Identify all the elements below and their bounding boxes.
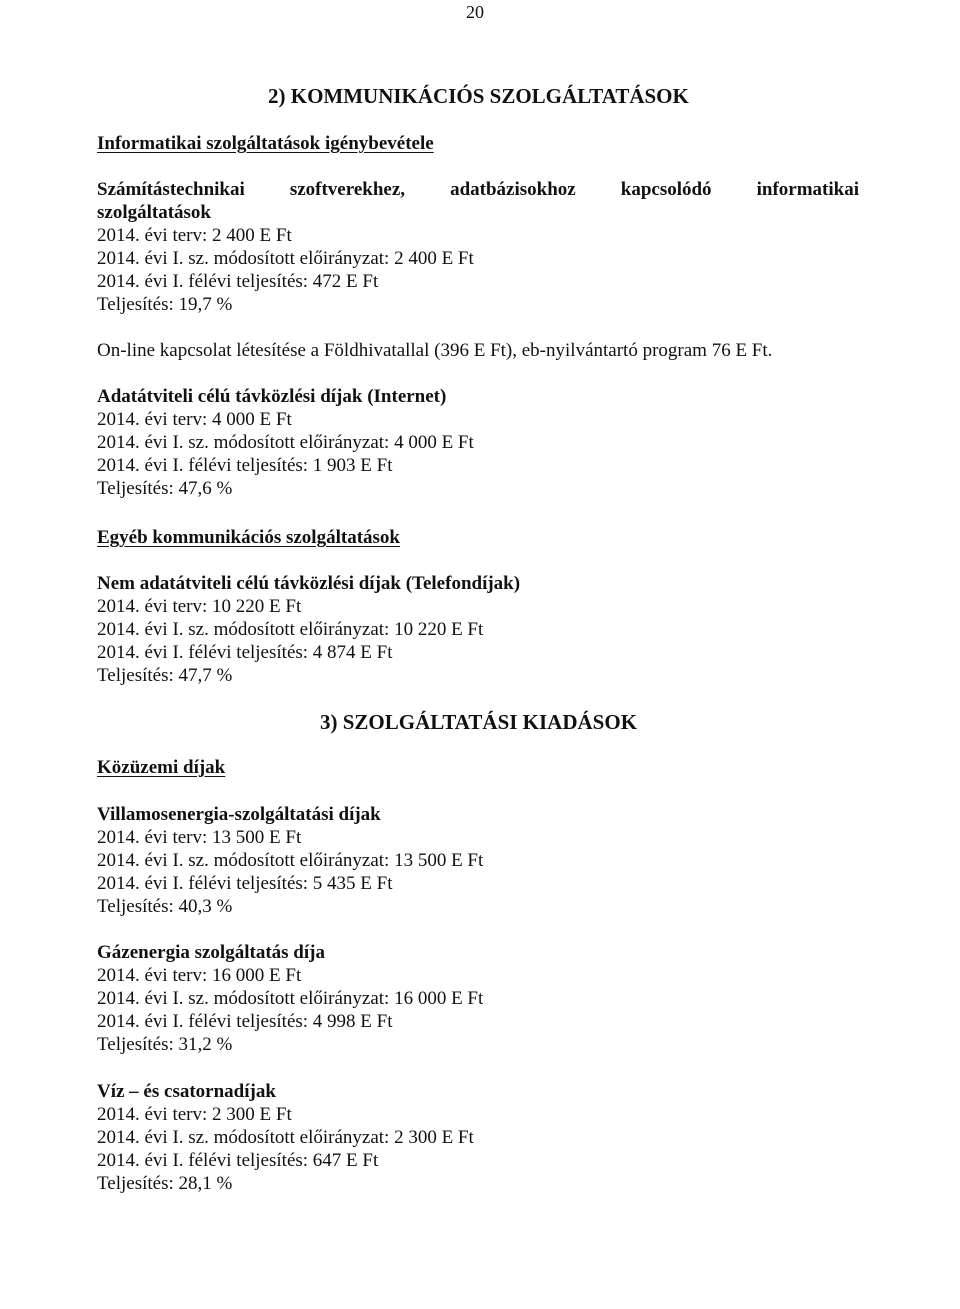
modositott-line: 2014. évi I. sz. módosított előirányzat: 2 400 E Ft [97, 248, 474, 269]
modositott-line: 2014. évi I. sz. módosított előirányzat: 4 000 E Ft [97, 432, 474, 453]
page-number: 20 [466, 2, 484, 22]
terv-line: 2014. évi terv: 2 400 E Ft [97, 225, 292, 246]
szazalek-line: Teljesítés: 40,3 % [97, 896, 233, 917]
subheading-egyeb: Egyéb kommunikációs szolgáltatások [97, 527, 400, 548]
modositott-line: 2014. évi I. sz. módosított előirányzat: 16 000 E Ft [97, 988, 484, 1009]
title-word: Számítástechnikai [97, 179, 245, 200]
teljesites-line: 2014. évi I. félévi teljesítés: 5 435 E Ft [97, 873, 393, 894]
terv-line: 2014. évi terv: 13 500 E Ft [97, 827, 302, 848]
teljesites-line: 2014. évi I. félévi teljesítés: 647 E Ft [97, 1150, 379, 1171]
section-3-title: 3) SZOLGÁLTATÁSI KIADÁSOK [320, 710, 638, 734]
note-line: On-line kapcsolat létesítése a Földhivatallal (396 E Ft), eb-nyilvántartó program 76 E Ft. [97, 340, 773, 361]
item-internet-title: Adatátviteli célú távközlési díjak (Internet) [97, 386, 447, 407]
title-word: kapcsolódó [620, 179, 712, 200]
teljesites-line: 2014. évi I. félévi teljesítés: 472 E Ft [97, 271, 379, 292]
szazalek-line: Teljesítés: 31,2 % [97, 1034, 233, 1055]
teljesites-line: 2014. évi I. félévi teljesítés: 4 998 E Ft [97, 1011, 393, 1032]
szazalek-line: Teljesítés: 47,6 % [97, 478, 233, 499]
item-viz-title: Víz – és csatornadíjak [97, 1081, 276, 1102]
item-gaz-title: Gázenergia szolgáltatás díja [97, 942, 325, 963]
terv-line: 2014. évi terv: 2 300 E Ft [97, 1104, 292, 1125]
item-szamitastechnikai-title-cont: szolgáltatások [97, 202, 211, 223]
szazalek-line: Teljesítés: 28,1 % [97, 1173, 233, 1194]
teljesites-line: 2014. évi I. félévi teljesítés: 1 903 E Ft [97, 455, 393, 476]
terv-line: 2014. évi terv: 4 000 E Ft [97, 409, 292, 430]
subheading-informatikai: Informatikai szolgáltatások igénybevétele [97, 133, 434, 154]
terv-line: 2014. évi terv: 10 220 E Ft [97, 596, 302, 617]
item-szamitastechnikai-title [97, 178, 859, 201]
terv-line: 2014. évi terv: 16 000 E Ft [97, 965, 302, 986]
modositott-line: 2014. évi I. sz. módosított előirányzat: 10 220 E Ft [97, 619, 484, 640]
item-villamos-title: Villamosenergia-szolgáltatási díjak [97, 804, 381, 825]
teljesites-line: 2014. évi I. félévi teljesítés: 4 874 E Ft [97, 642, 393, 663]
szazalek-line: Teljesítés: 47,7 % [97, 665, 233, 686]
modositott-line: 2014. évi I. sz. módosított előirányzat: 13 500 E Ft [97, 850, 484, 871]
title-word: informatikai [756, 179, 859, 200]
title-word: adatbázisokhoz [450, 179, 576, 200]
subheading-kozuzemi: Közüzemi díjak [97, 757, 226, 778]
section-2-title: 2) KOMMUNIKÁCIÓS SZOLGÁLTATÁSOK [268, 84, 689, 108]
item-telefon-title: Nem adatátviteli célú távközlési díjak (Telefondíjak) [97, 573, 521, 594]
modositott-line: 2014. évi I. sz. módosított előirányzat: 2 300 E Ft [97, 1127, 474, 1148]
szazalek-line: Teljesítés: 19,7 % [97, 294, 233, 315]
title-word: szoftverekhez, [289, 179, 406, 200]
